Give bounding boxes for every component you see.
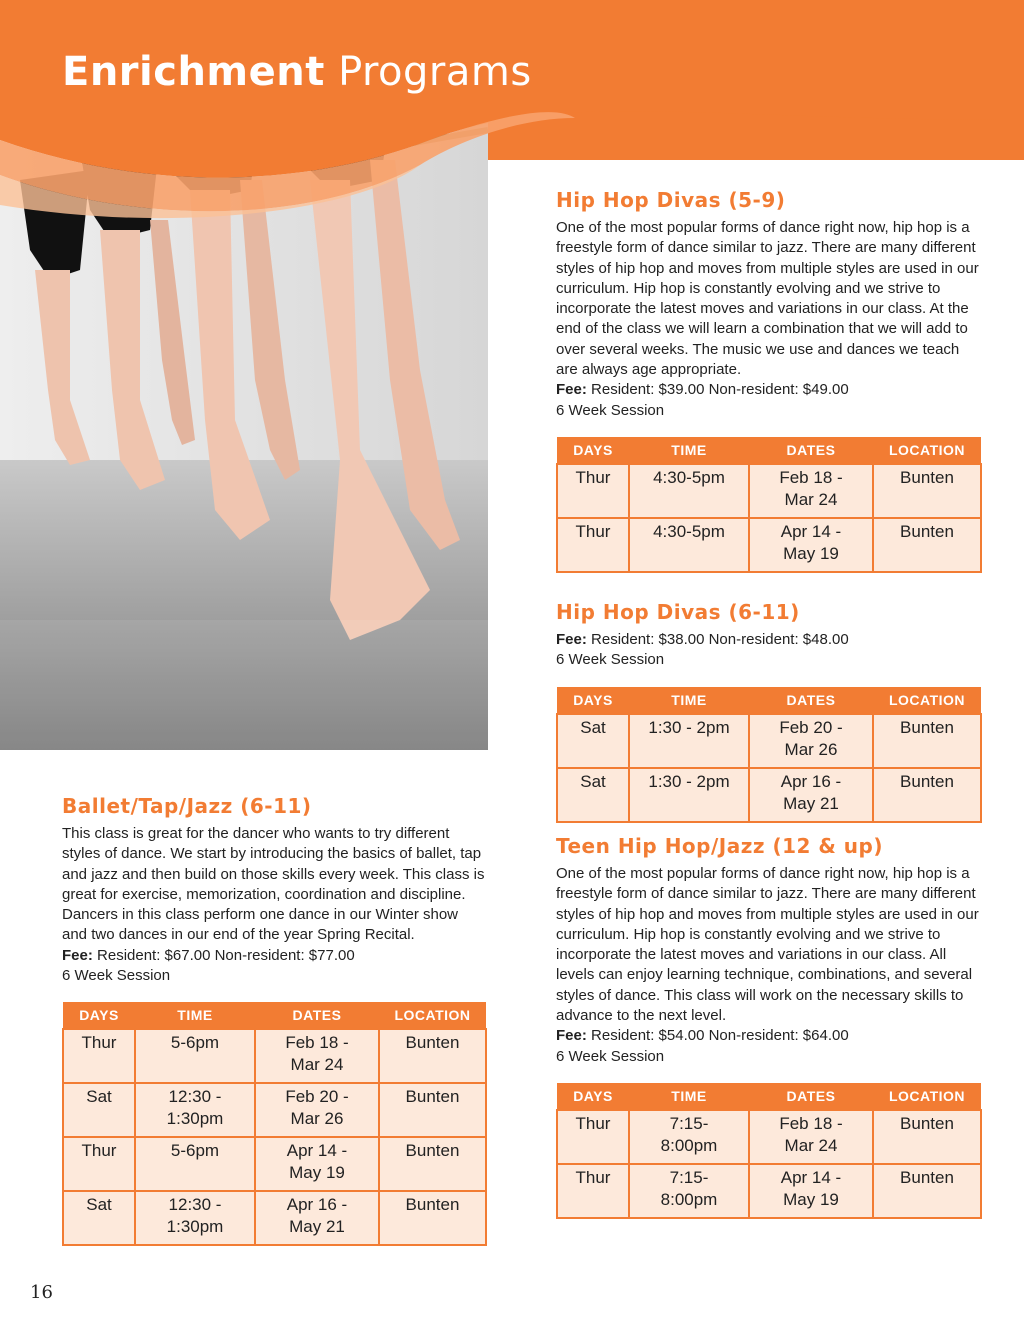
cell-dates: Apr 14 - May 19: [749, 518, 873, 572]
section-title: Hip Hop Divas (6-11): [556, 600, 800, 624]
cell-day: Thur: [557, 518, 629, 572]
cell-time: 5-6pm: [135, 1029, 255, 1083]
cell-dates: Feb 18 - Mar 24: [749, 464, 873, 518]
column-header-days: DAYS: [557, 1083, 629, 1110]
cell-day: Sat: [63, 1191, 135, 1245]
column-header-dates: DATES: [749, 437, 873, 464]
session-length: 6 Week Session: [556, 651, 665, 669]
cell-time: 1:30 - 2pm: [629, 714, 749, 768]
session-length: 6 Week Session: [556, 401, 665, 419]
table-header-row: [557, 687, 981, 714]
cell-dates: Apr 16 - May 21: [749, 768, 873, 822]
table-row: [557, 518, 981, 572]
cell-location: Bunten: [873, 1164, 981, 1218]
column-header-days: DAYS: [557, 687, 629, 714]
column-header-dates: DATES: [749, 1083, 873, 1110]
cell-dates: Apr 14 - May 19: [255, 1137, 379, 1191]
cell-day: Thur: [557, 1164, 629, 1218]
cell-dates: Feb 20 - Mar 26: [255, 1083, 379, 1137]
cell-location: Bunten: [873, 464, 981, 518]
cell-dates: Feb 18 - Mar 24: [255, 1029, 379, 1083]
cell-location: Bunten: [873, 1110, 981, 1164]
fee-line: Fee: Resident: $54.00 Non-resident: $64.00: [556, 1027, 849, 1045]
cell-day: Thur: [63, 1137, 135, 1191]
cell-day: Thur: [557, 464, 629, 518]
cell-time: 5-6pm: [135, 1137, 255, 1191]
table-row: [557, 1164, 981, 1218]
cell-time: 12:30 - 1:30pm: [135, 1191, 255, 1245]
cell-dates: Apr 16 - May 21: [255, 1191, 379, 1245]
column-header-time: TIME: [135, 1002, 255, 1029]
cell-time: 4:30-5pm: [629, 464, 749, 518]
session-length: 6 Week Session: [62, 967, 171, 985]
section-description: This class is great for the dancer who wants to try different styles of dance. We start by introducing the basics of ballet, tap and jazz and then build on those skills every week. This class is great for exercise, memorization, coordination and discipline. Dancers in this class perform one dance in our Winter show and two dances in our end of the year Spring Recital.: [62, 825, 485, 944]
cell-location: Bunten: [873, 768, 981, 822]
table-row: [63, 1137, 486, 1191]
cell-day: Thur: [557, 1110, 629, 1164]
cell-day: Sat: [557, 714, 629, 768]
table-header-row: [63, 1002, 486, 1029]
table-row: [557, 768, 981, 822]
cell-location: Bunten: [379, 1083, 486, 1137]
cell-location: Bunten: [873, 518, 981, 572]
table-row: [63, 1029, 486, 1083]
cell-location: Bunten: [379, 1137, 486, 1191]
hiphop-5-9-section: [556, 188, 982, 573]
cell-dates: Feb 18 - Mar 24: [749, 1110, 873, 1164]
column-header-time: TIME: [629, 437, 749, 464]
ballet-tap-jazz-section: [62, 794, 487, 1246]
hiphop-6-11-section: [556, 600, 982, 823]
session-length: 6 Week Session: [556, 1047, 665, 1065]
page-number: 16: [30, 1282, 53, 1303]
schedule-table: [62, 1002, 487, 1246]
fee-line: Fee: Resident: $38.00 Non-resident: $48.00: [556, 631, 849, 648]
section-description: One of the most popular forms of dance right now, hip hop is a freestyle form of dance similar to jazz. There are many different styles of hip hop and moves from multiple styles are used in our curriculum. Hip hop is constantly evolving and we strive to incorporate the latest moves and variations in our class. All levels can enjoy learning technique, combinations, and several styles of dance. This class will work on the necessary skills to advance to the next level.: [556, 865, 979, 1025]
column-header-location: LOCATION: [379, 1002, 486, 1029]
table-row: [557, 1110, 981, 1164]
column-header-dates: DATES: [749, 687, 873, 714]
section-title: Teen Hip Hop/Jazz (12 & up): [556, 834, 884, 858]
table-row: [557, 714, 981, 768]
schedule-table: [556, 1083, 982, 1219]
page-title: Enrichment Programs: [62, 49, 532, 95]
cell-day: Sat: [557, 768, 629, 822]
cell-dates: Feb 20 - Mar 26: [749, 714, 873, 768]
section-title: Hip Hop Divas (5-9): [556, 188, 786, 212]
cell-location: Bunten: [379, 1191, 486, 1245]
table-row: [63, 1083, 486, 1137]
cell-dates: Apr 14 - May 19: [749, 1164, 873, 1218]
column-header-days: DAYS: [557, 437, 629, 464]
schedule-table: [556, 437, 982, 573]
cell-day: Thur: [63, 1029, 135, 1083]
section-description: One of the most popular forms of dance right now, hip hop is a freestyle form of dance similar to jazz. There are many different styles of hip hop and moves from multiple styles are used in our curriculum. Hip hop is constantly evolving and we strive to incorporate the latest moves and variations in our class. At the end of the class we will learn a combination that we will add to over several weeks. The music we use and dances we teach are always age appropriate.: [556, 219, 979, 379]
column-header-dates: DATES: [255, 1002, 379, 1029]
cell-time: 7:15- 8:00pm: [629, 1110, 749, 1164]
cell-location: Bunten: [379, 1029, 486, 1083]
fee-line: Fee: Resident: $67.00 Non-resident: $77.00: [62, 946, 355, 964]
cell-day: Sat: [63, 1083, 135, 1137]
fee-line: Fee: Resident: $39.00 Non-resident: $49.00: [556, 381, 849, 399]
table-row: [63, 1191, 486, 1245]
table-header-row: [557, 1083, 981, 1110]
column-header-location: LOCATION: [873, 1083, 981, 1110]
column-header-time: TIME: [629, 687, 749, 714]
teen-hiphop-section: [556, 834, 982, 1219]
cell-time: 12:30 - 1:30pm: [135, 1083, 255, 1137]
column-header-location: LOCATION: [873, 687, 981, 714]
table-row: [557, 464, 981, 518]
table-header-row: [557, 437, 981, 464]
section-title: Ballet/Tap/Jazz (6-11): [62, 794, 312, 818]
column-header-time: TIME: [629, 1083, 749, 1110]
cell-time: 4:30-5pm: [629, 518, 749, 572]
column-header-location: LOCATION: [873, 437, 981, 464]
cell-time: 1:30 - 2pm: [629, 768, 749, 822]
cell-location: Bunten: [873, 714, 981, 768]
schedule-table: [556, 687, 982, 823]
cell-time: 7:15- 8:00pm: [629, 1164, 749, 1218]
column-header-days: DAYS: [63, 1002, 135, 1029]
